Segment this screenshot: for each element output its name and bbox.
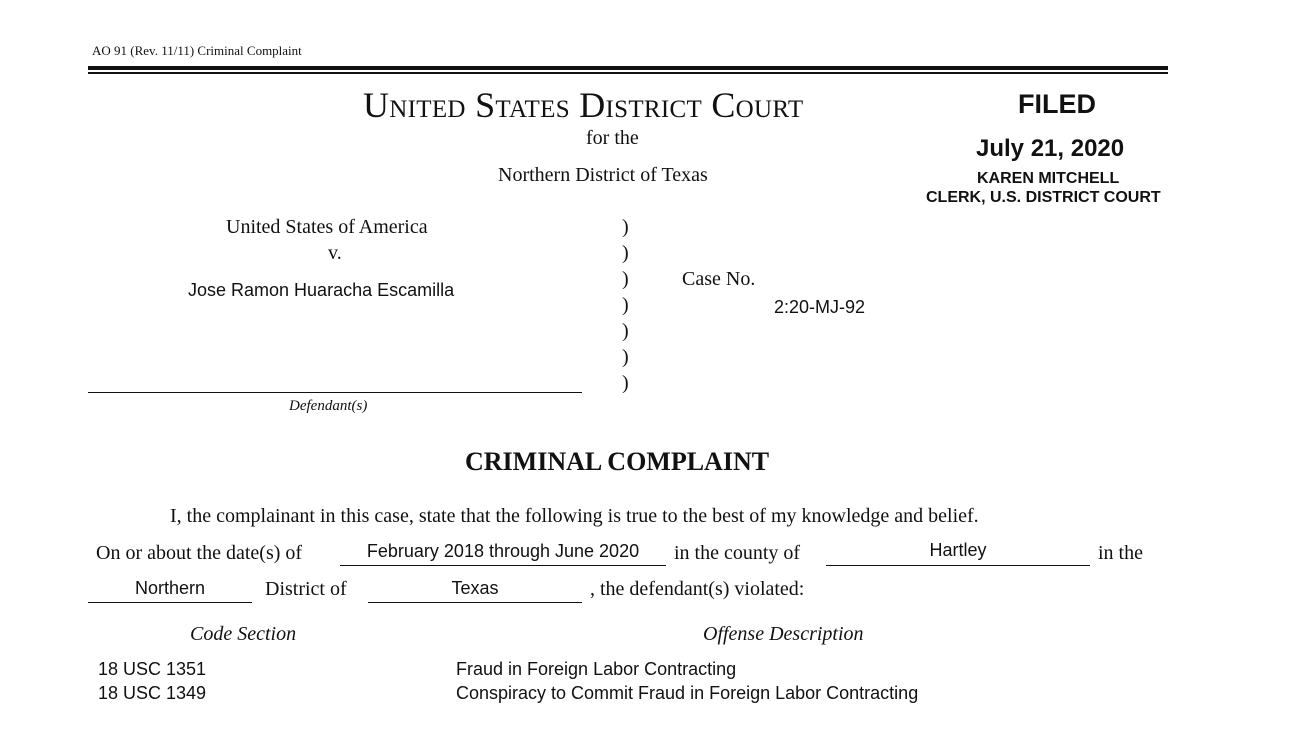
state-underline <box>368 602 582 603</box>
filed-stamp-date: July 21, 2020 <box>976 135 1125 162</box>
court-district: Northern District of Texas <box>498 164 708 186</box>
complaint-heading: CRIMINAL COMPLAINT <box>465 447 770 476</box>
header-rule-thin <box>88 72 1168 74</box>
dates-prefix: On or about the date(s) of <box>96 542 303 564</box>
filed-stamp-clerk-title: CLERK, U.S. DISTRICT COURT <box>926 189 1161 206</box>
district-region-field: Northern <box>134 578 206 598</box>
caption-plaintiff: United States of America <box>226 216 428 238</box>
state-field: Texas <box>451 578 499 598</box>
caption-paren: ) <box>622 320 629 342</box>
court-title: United States District Court <box>363 85 804 125</box>
code-section-header: Code Section <box>190 623 297 645</box>
caption-defendant: Jose Ramon Huaracha Escamilla <box>188 280 455 300</box>
form-identifier: AO 91 (Rev. 11/11) Criminal Complaint <box>92 43 302 58</box>
caption-paren: ) <box>622 346 629 368</box>
caption-paren: ) <box>622 268 629 290</box>
defendant-caption-label: Defendant(s) <box>289 398 368 414</box>
caption-paren: ) <box>622 242 629 264</box>
county-field: Hartley <box>929 540 987 560</box>
code-section-cell: 18 USC 1349 <box>98 683 207 703</box>
offense-description-header: Offense Description <box>703 623 864 645</box>
caption-paren: ) <box>622 372 629 394</box>
defendant-signature-line <box>88 392 582 393</box>
caption-versus: v. <box>328 242 342 264</box>
case-number-value: 2:20-MJ-92 <box>774 297 866 317</box>
caption-paren: ) <box>622 294 629 316</box>
county-prefix: in the county of <box>674 542 801 564</box>
case-number-label: Case No. <box>682 268 756 290</box>
dates-field: February 2018 through June 2020 <box>366 541 640 561</box>
district-region-underline <box>88 602 252 603</box>
court-for-the: for the <box>586 127 639 149</box>
violated-label: , the defendant(s) violated: <box>590 578 805 600</box>
district-of-label: District of <box>265 578 347 600</box>
county-underline <box>826 565 1090 566</box>
code-section-cell: 18 USC 1351 <box>98 659 207 679</box>
county-suffix: in the <box>1098 542 1143 564</box>
offense-description-cell: Conspiracy to Commit Fraud in Foreign Labor Contracting <box>456 683 919 703</box>
caption-paren: ) <box>622 216 629 238</box>
header-rule-thick <box>88 66 1168 70</box>
filed-stamp-clerk-name: KAREN MITCHELL <box>977 170 1120 187</box>
dates-underline <box>340 565 666 566</box>
offense-description-cell: Fraud in Foreign Labor Contracting <box>456 659 737 679</box>
filed-stamp-label: FILED <box>1018 89 1096 119</box>
complaint-statement: I, the complainant in this case, state that the following is true to the best of my knowledge and belief. <box>170 505 979 527</box>
